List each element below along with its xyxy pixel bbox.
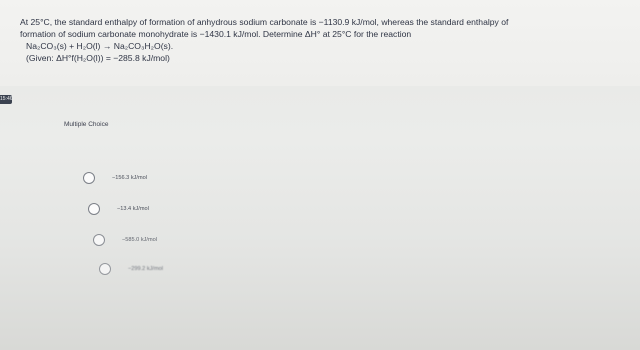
radio-button[interactable]	[93, 234, 105, 246]
answer-option-1[interactable]	[83, 172, 147, 184]
radio-button[interactable]	[83, 172, 95, 184]
question-line-2: formation of sodium carbonate monohydrate is −1430.1 kJ/mol. Determine ΔH° at 25°C for the reaction	[20, 29, 412, 39]
answer-option-text: −299.2 kJ/mol	[128, 266, 163, 272]
radio-button[interactable]	[99, 263, 111, 275]
given-data: (Given: ΔH°f(H₂O(l)) = −285.8 kJ/mol)	[26, 53, 170, 63]
answer-option-2[interactable]	[88, 203, 149, 215]
multiple-choice-label: Multiple Choice	[64, 121, 109, 128]
question-line-1: At 25°C, the standard enthalpy of formation of anhydrous sodium carbonate is −1130.9 kJ/mol, whereas the standard enthalpy of	[20, 17, 509, 27]
timer-tab[interactable]: 15:46	[0, 96, 13, 102]
question-card	[0, 0, 640, 86]
answer-option-text: −156.3 kJ/mol	[112, 175, 147, 181]
answer-option-3[interactable]	[93, 234, 157, 246]
answer-option-text: −13.4 kJ/mol	[117, 206, 149, 212]
question-text	[20, 16, 630, 64]
answer-option-4[interactable]	[99, 263, 163, 275]
radio-button[interactable]	[88, 203, 100, 215]
answer-option-text: −585.0 kJ/mol	[122, 237, 157, 243]
reaction-equation: Na₂CO₃(s) + H₂O(l) → Na₂CO₃H₂O(s).	[26, 41, 174, 51]
